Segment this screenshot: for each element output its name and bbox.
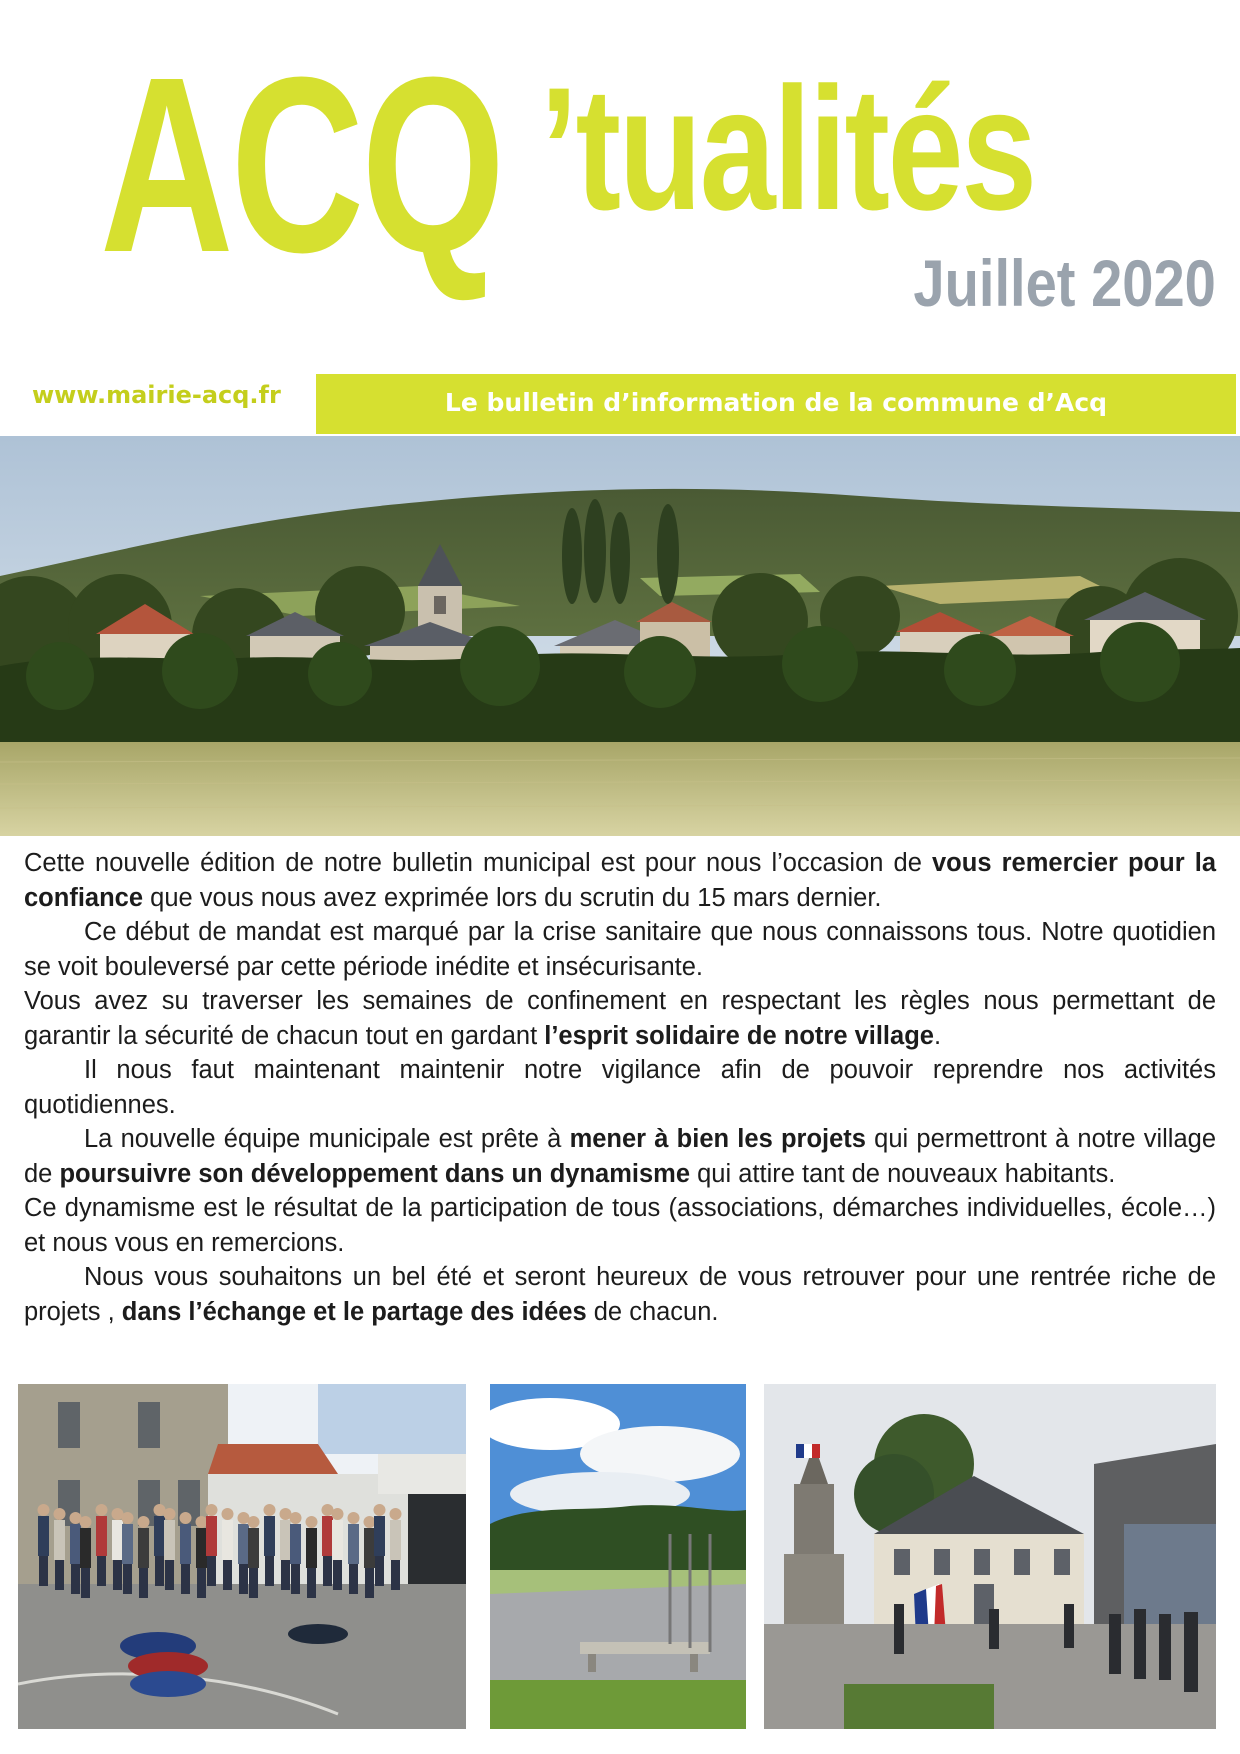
- paragraph-7: Nous vous souhaitons un bel été et seront heureux de vous retrouver pour une rentrée riche de projets , dans l’échange et le partage des idées de chacun.: [24, 1263, 1216, 1326]
- tagline-band: [316, 374, 1236, 434]
- memorial-ceremony-photo: [764, 1384, 1216, 1729]
- paragraph-5: La nouvelle équipe municipale est prête à mener à bien les projets qui permettront à notre village de poursuivre son développement dans un dynamisme qui attire tant de nouveaux habitants.: [24, 1125, 1217, 1188]
- paragraph-3: Vous avez su traverser les semaines de confinement en respectant les règles nous permettant de garantir la sécurité de chacun tout en gardant l’esprit solidaire de notre village.: [24, 987, 1216, 1050]
- paragraph-4: Il nous faut maintenant maintenir notre vigilance afin de pouvoir reprendre nos activités quotidiennes.: [24, 1056, 1216, 1119]
- paragraph-1: Cette nouvelle édition de notre bulletin municipal est pour nous l’occasion de vous remercier pour la confiance que vous nous avez exprimée lors du scrutin du 15 mars dernier.: [24, 849, 1216, 912]
- masthead: [0, 0, 1240, 340]
- paragraph-2: Ce début de mandat est marqué par la crise sanitaire que nous connaissons tous. Notre quotidien se voit bouleversé par cette période inédite et insécurisante.: [24, 918, 1216, 981]
- newsletter-title-acq: ACQ: [100, 25, 503, 304]
- tagline: Le bulletin d’information de la commune d’Acq: [444, 388, 1108, 417]
- school-group-photo: [18, 1384, 466, 1729]
- village-panorama-photo: [0, 436, 1240, 836]
- paragraph-6: Ce dynamisme est le résultat de la participation de tous (associations, démarches individuelles, école…) et nous vous en remercions.: [24, 1194, 1216, 1257]
- editorial-text: [24, 846, 1216, 1329]
- newsletter-title-tualites: ’tualités: [540, 52, 1035, 247]
- issue-date: Juillet 2020: [913, 246, 1216, 320]
- boules-field-photo: [490, 1384, 746, 1729]
- website-link[interactable]: www.mairie-acq.fr: [32, 381, 281, 409]
